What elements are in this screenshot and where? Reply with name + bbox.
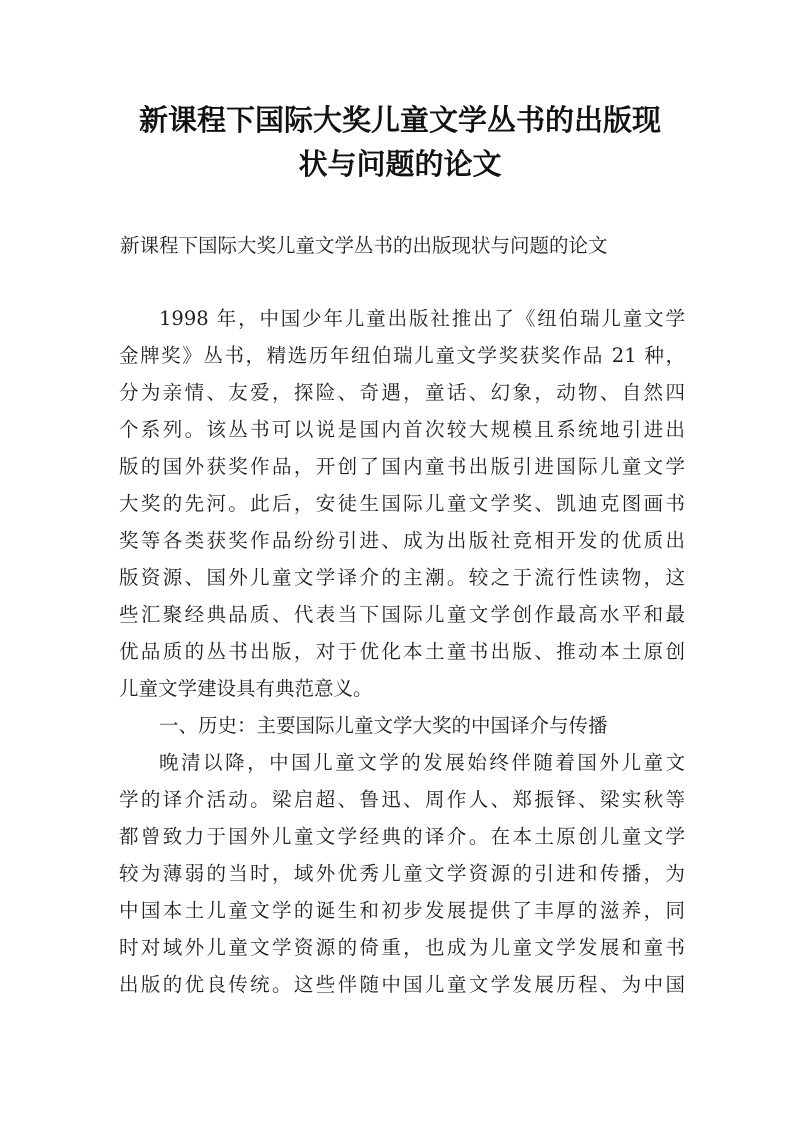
paragraph-2-line-3: 都曾致力于国外儿童文学经典的译介。在本土原创儿童文学: [119, 825, 685, 848]
document-title-line-2: 状与问题的论文: [298, 147, 502, 181]
document-subtitle: 新课程下国际大奖儿童文学丛书的出版现状与问题的论文: [120, 234, 608, 257]
paragraph-1-line-11: 儿童文学建设具有典范意义。: [119, 677, 373, 700]
paragraph-1-line-3: 分为亲情、友爱，探险、奇遇，童话、幻象，动物、自然四: [119, 381, 685, 404]
section-heading: 一、历史：主要国际儿童文学大奖的中国译介与传播: [159, 714, 608, 737]
paragraph-2-line-5: 中国本土儿童文学的诞生和初步发展提供了丰厚的滋养，同: [119, 899, 685, 922]
paragraph-1-line-7: 奖等各类获奖作品纷纷引进、成为出版社竞相开发的优质出: [119, 529, 685, 552]
document-title-line-1: 新课程下国际大奖儿童文学丛书的出版现: [138, 103, 661, 137]
paragraph-2-line-1: 晚清以降，中国儿童文学的发展始终伴随着国外儿童文: [159, 751, 685, 774]
paragraph-1-line-2: 金牌奖》丛书，精选历年纽伯瑞儿童文学奖获奖作品 21 种，: [119, 344, 685, 367]
paragraph-1-line-10: 优品质的丛书出版，对于优化本土童书出版、推动本土原创: [119, 640, 685, 663]
paragraph-2-line-2: 学的译介活动。梁启超、鲁迅、周作人、郑振铎、梁实秋等: [119, 788, 685, 811]
paragraph-1-line-9: 些汇聚经典品质、代表当下国际儿童文学创作最高水平和最: [119, 603, 685, 626]
paragraph-1-line-8: 版资源、国外儿童文学译介的主潮。较之于流行性读物，这: [119, 566, 685, 589]
paragraph-1-line-5: 版的国外获奖作品，开创了国内童书出版引进国际儿童文学: [119, 455, 685, 478]
paragraph-2-line-7: 出版的优良传统。这些伴随中国儿童文学发展历程、为中国: [119, 973, 685, 996]
paragraph-1-line-4: 个系列。该丛书可以说是国内首次较大规模且系统地引进出: [119, 418, 685, 441]
paragraph-2-line-6: 时对域外儿童文学资源的倚重，也成为儿童文学发展和童书: [119, 936, 685, 959]
paragraph-1-line-1: 1998 年，中国少年儿童出版社推出了《纽伯瑞儿童文学: [159, 307, 685, 330]
paragraph-1-line-6: 大奖的先河。此后，安徒生国际儿童文学奖、凯迪克图画书: [119, 492, 685, 515]
paragraph-2-line-4: 较为薄弱的当时，域外优秀儿童文学资源的引进和传播，为: [119, 862, 685, 885]
